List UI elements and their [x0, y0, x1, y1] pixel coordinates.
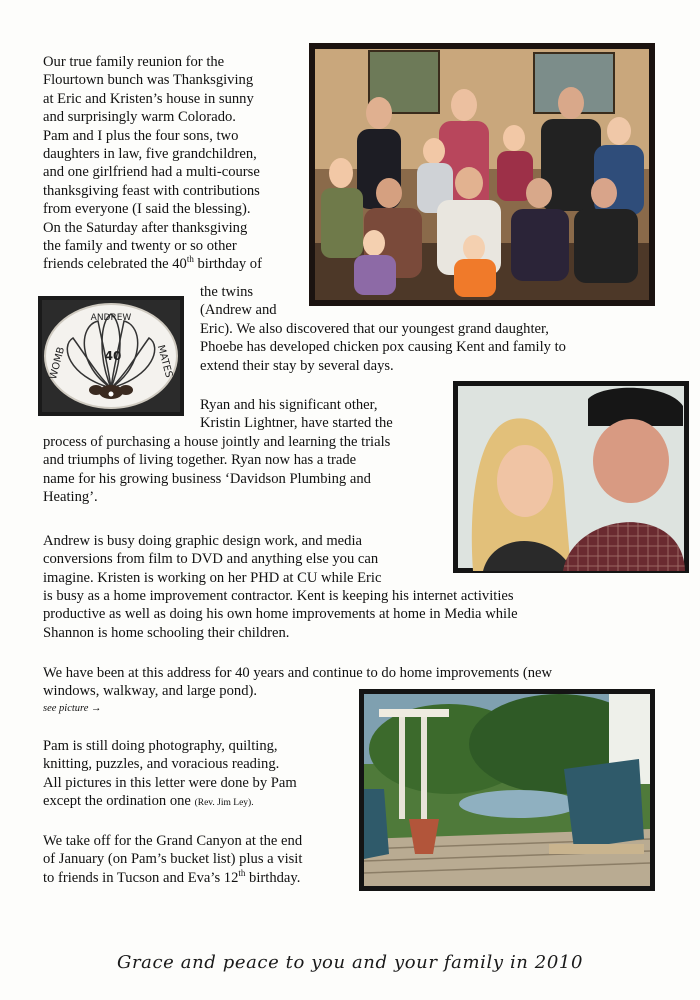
text-line: daughters in law, five grandchildren,	[43, 146, 257, 163]
text-line: We take off for the Grand Canyon at the end	[43, 833, 303, 849]
text-line: Shannon is home schooling their children.	[43, 624, 290, 641]
text-fragment: birthday of	[193, 256, 262, 273]
text-line: Kristin Lightner, have started the	[200, 415, 393, 432]
text-fragment: friends celebrated the 40	[43, 256, 187, 273]
paragraph-chicken-pox	[200, 320, 670, 375]
text-line: On the Saturday after thanksgiving	[43, 219, 248, 236]
text-fragment: except the ordination one	[43, 793, 191, 810]
cake-name-left: WOMB	[47, 345, 68, 381]
paragraph-andrew	[43, 532, 453, 587]
cake-name-right: MATES	[154, 343, 175, 379]
text-line: Ryan and his significant other,	[200, 397, 378, 413]
text-line: at Eric and Kristen’s house in sunny	[43, 90, 254, 107]
closing-greeting: Grace and peace to you and your family in 2010	[116, 952, 584, 973]
text-line: the twins	[200, 284, 254, 300]
text-line: imagine. Kristen is working on her PHD at CU while Eric	[43, 569, 382, 586]
text-line	[43, 255, 303, 273]
paragraph-twins	[200, 283, 320, 320]
text-line	[43, 869, 358, 887]
text-line: All pictures in this letter were done by Pam	[43, 774, 297, 791]
text-line: and triumphs of living together. Ryan now has a trade	[43, 452, 357, 469]
paragraph-pam	[43, 737, 358, 813]
text-line: and one girlfriend had a multi-course	[43, 164, 260, 181]
text-line: Pam and I plus the four sons, two	[43, 127, 239, 144]
text-line: Our true family reunion for the	[43, 54, 225, 70]
paragraph-address	[43, 664, 683, 717]
text-line: is busy as a home improvement contractor. Kent is keeping his internet activities	[43, 588, 514, 604]
text-line	[43, 792, 358, 812]
paragraph-grand-canyon	[43, 832, 358, 887]
text-line: thanksgiving feast with contributions	[43, 182, 260, 199]
superscript: th	[238, 867, 246, 878]
cake-number: 40	[104, 349, 122, 363]
text-line: from everyone (I said the blessing).	[43, 201, 251, 218]
paragraph-thanksgiving	[43, 53, 303, 274]
text-line: Flourtown bunch was Thanksgiving	[43, 72, 254, 89]
text-line: and surprisingly warm Colorado.	[43, 109, 236, 126]
paragraph-ryan-cont	[43, 433, 453, 507]
paragraph-ryan	[200, 396, 450, 433]
text-line: extend their stay by several days.	[200, 357, 394, 374]
text-line: knitting, puzzles, and voracious reading.	[43, 756, 280, 773]
photo-credit: (Rev. Jim Ley).	[194, 798, 254, 809]
text-line: Pam is still doing photography, quilting,	[43, 738, 278, 754]
cake-name-top: ANDREW	[90, 313, 132, 323]
text-line: Heating’.	[43, 489, 98, 506]
text-line: process of purchasing a house jointly and learning the trials	[43, 434, 391, 450]
text-line: We have been at this address for 40 years and continue to do home improvements (new	[43, 665, 553, 681]
text-fragment: birthday.	[245, 869, 301, 886]
text-fragment: to friends in Tucson and Eva’s 12	[43, 869, 239, 886]
text-line: productive as well as doing his own home improvements at home in Media while	[43, 606, 518, 623]
text-line: Andrew is busy doing graphic design work, and media	[43, 533, 362, 549]
text-line: conversions from film to DVD and anything else you can	[43, 551, 379, 568]
superscript: th	[186, 254, 194, 265]
text-line: Eric). We also discovered that our youngest grand daughter,	[200, 321, 549, 337]
text-line: (Andrew and	[200, 302, 277, 319]
text-line: of January (on Pam’s bucket list) plus a visit	[43, 851, 303, 868]
see-picture-note: see picture →	[43, 702, 102, 714]
text-line: Phoebe has developed chicken pox causing Kent and family to	[200, 339, 566, 356]
paragraph-andrew-cont	[43, 587, 663, 642]
text-line: windows, walkway, and large pond).	[43, 683, 257, 700]
text-line: name for his growing business ‘Davidson Plumbing and	[43, 470, 371, 487]
text-line: the family and twenty or so other	[43, 238, 237, 255]
